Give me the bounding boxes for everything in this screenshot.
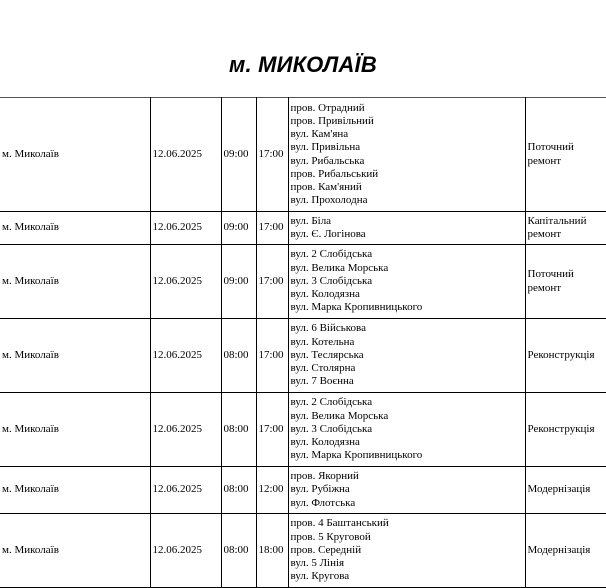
start-time-cell: 08:00	[221, 514, 256, 588]
street-item: вул. Велика Морська	[290, 409, 389, 422]
streets-cell	[288, 467, 525, 514]
schedule-rows	[0, 98, 606, 588]
date-cell: 12.06.2025	[150, 98, 221, 212]
city-cell: м. Миколаїв	[0, 245, 150, 319]
city-cell: м. Миколаїв	[0, 393, 150, 467]
street-item: вул. Марка Кропивницького	[290, 301, 423, 314]
work-type-cell: Модернізація	[525, 467, 606, 514]
street-item: вул. Котельна	[290, 335, 355, 348]
street-item: вул. 2 Слобідська	[290, 396, 373, 409]
start-time-cell: 09:00	[221, 245, 256, 319]
street-item: вул. Прохолодна	[290, 194, 368, 207]
date-cell: 12.06.2025	[150, 467, 221, 514]
end-time-cell: 17:00	[256, 212, 288, 245]
streets-cell	[288, 212, 525, 245]
streets-cell	[288, 319, 525, 393]
table-row	[0, 98, 606, 212]
table-row	[0, 212, 606, 245]
street-item: вул. Рибальська	[290, 154, 365, 167]
city-cell: м. Миколаїв	[0, 319, 150, 393]
street-item: вул. 3 Слобідська	[290, 274, 373, 287]
street-item: вул. Колодязна	[290, 288, 360, 301]
work-type-cell: Реконструкція	[525, 319, 606, 393]
street-item: вул. 6 Військова	[290, 322, 366, 335]
outage-schedule-table	[0, 97, 606, 588]
end-time-cell: 17:00	[256, 245, 288, 319]
table-row	[0, 319, 606, 393]
street-item: вул. Столярна	[290, 362, 356, 375]
table-row	[0, 467, 606, 514]
streets-cell	[288, 514, 525, 588]
table-row	[0, 514, 606, 588]
street-item: вул. Теслярська	[290, 348, 364, 361]
street-item: пров. Якорний	[290, 470, 359, 483]
street-item: вул. Привільна	[290, 141, 361, 154]
table-row	[0, 393, 606, 467]
street-item: пров. Рибальський	[290, 167, 379, 180]
street-item: пров. 4 Баштанський	[290, 517, 389, 530]
date-cell: 12.06.2025	[150, 514, 221, 588]
street-item: вул. Марка Кропивницького	[290, 449, 423, 462]
city-cell: м. Миколаїв	[0, 212, 150, 245]
end-time-cell: 17:00	[256, 393, 288, 467]
street-item: вул. 2 Слобідська	[290, 248, 373, 261]
street-item: пров. Привільний	[290, 114, 374, 127]
date-cell: 12.06.2025	[150, 393, 221, 467]
street-item: вул. Кругова	[290, 570, 350, 583]
street-item: вул. Колодязна	[290, 436, 360, 449]
city-cell: м. Миколаїв	[0, 514, 150, 588]
date-cell: 12.06.2025	[150, 212, 221, 245]
street-item: вул. 7 Воєнна	[290, 375, 354, 388]
streets-cell	[288, 393, 525, 467]
work-type-cell: Поточний ремонт	[525, 245, 606, 319]
street-item: пров. Отрадний	[290, 101, 365, 114]
city-cell: м. Миколаїв	[0, 467, 150, 514]
start-time-cell: 09:00	[221, 212, 256, 245]
street-item: вул. Біла	[290, 214, 332, 227]
city-cell: м. Миколаїв	[0, 98, 150, 212]
street-item: вул. Рубіжна	[290, 483, 350, 496]
street-item: пров. 5 Круговой	[290, 530, 371, 543]
street-item: пров. Середній	[290, 543, 362, 556]
street-item: вул. Велика Морська	[290, 261, 389, 274]
end-time-cell: 17:00	[256, 319, 288, 393]
date-cell: 12.06.2025	[150, 319, 221, 393]
street-item: пров. Кам'яний	[290, 180, 362, 193]
end-time-cell: 17:00	[256, 98, 288, 212]
start-time-cell: 09:00	[221, 98, 256, 212]
start-time-cell: 08:00	[221, 393, 256, 467]
street-item: вул. 5 Лінія	[290, 557, 345, 570]
streets-cell	[288, 98, 525, 212]
page-title: м. МИКОЛАЇВ	[229, 52, 377, 77]
street-item: вул. 3 Слобідська	[290, 422, 373, 435]
work-type-cell: Реконструкція	[525, 393, 606, 467]
start-time-cell: 08:00	[221, 319, 256, 393]
streets-cell	[288, 245, 525, 319]
work-type-cell: Поточний ремонт	[525, 98, 606, 212]
street-item: вул. Флотська	[290, 496, 356, 509]
street-item: вул. Кам'яна	[290, 128, 349, 141]
end-time-cell: 18:00	[256, 514, 288, 588]
table-row	[0, 245, 606, 319]
start-time-cell: 08:00	[221, 467, 256, 514]
work-type-cell: Модернізація	[525, 514, 606, 588]
work-type-cell: Капітальний ремонт	[525, 212, 606, 245]
end-time-cell: 12:00	[256, 467, 288, 514]
street-item: вул. Є. Логінова	[290, 228, 366, 240]
date-cell: 12.06.2025	[150, 245, 221, 319]
